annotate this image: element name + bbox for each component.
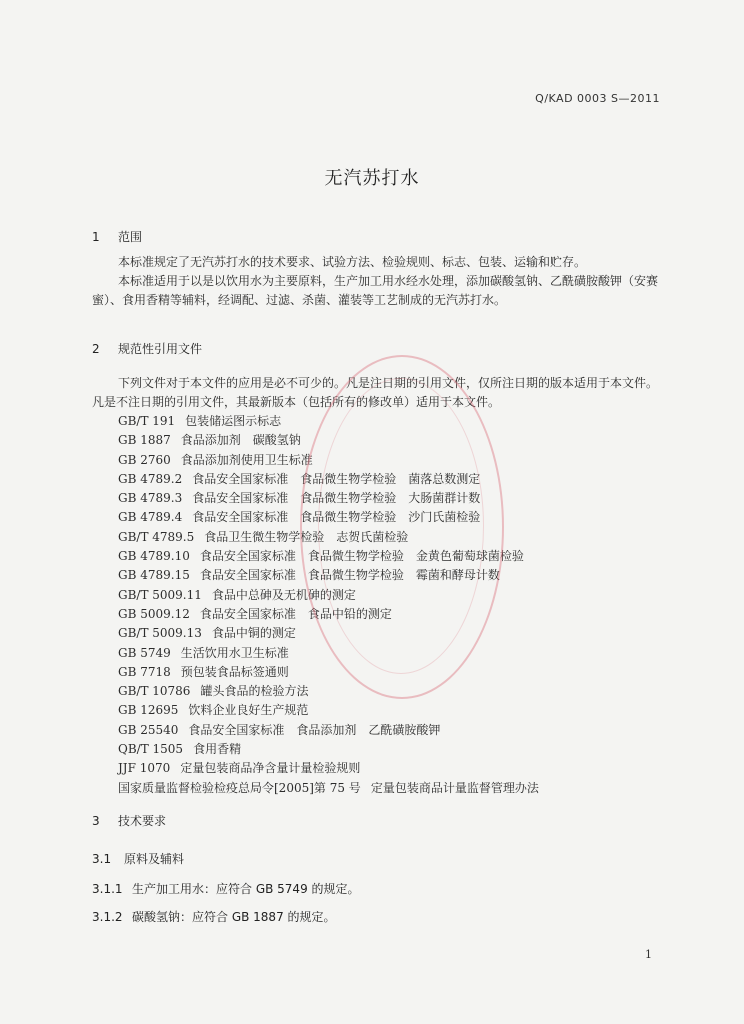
scope-paragraph-1: 本标准规定了无汽苏打水的技术要求、试验方法、检验规则、标志、包装、运输和贮存。 <box>118 255 587 269</box>
reference-code: GB 7718 <box>118 664 171 679</box>
reference-title: 食品安全国家标准 食品微生物学检验 菌落总数测定 <box>192 471 481 486</box>
subsection-title: 原料及辅料 <box>124 852 185 866</box>
reference-item <box>118 721 539 740</box>
section-heading-scope <box>92 228 142 245</box>
reference-title: 罐头食品的检验方法 <box>200 684 309 699</box>
reference-item <box>118 470 539 489</box>
reference-code: GB 4789.3 <box>118 491 183 506</box>
reference-title: 定量包装商品计量监督管理办法 <box>370 780 539 795</box>
subsection-heading <box>92 850 184 867</box>
reference-code: GB/T 5009.13 <box>118 626 202 641</box>
reference-list <box>118 412 539 798</box>
reference-code: GB 4789.2 <box>118 471 183 486</box>
reference-title: 食品安全国家标准 食品微生物学检验 沙门氏菌检验 <box>192 510 481 525</box>
section-heading-technical <box>92 812 166 829</box>
section-number: 2 <box>92 342 100 356</box>
reference-item <box>118 508 539 527</box>
section-number: 3 <box>92 814 100 828</box>
section-number: 1 <box>92 230 100 244</box>
reference-title: 食品安全国家标准 食品微生物学检验 大肠菌群计数 <box>192 491 481 506</box>
reference-title: 定量包装商品净含量计量检验规则 <box>180 761 361 776</box>
reference-item <box>118 566 539 585</box>
reference-item <box>118 451 539 470</box>
reference-item <box>118 759 539 778</box>
section-title: 规范性引用文件 <box>118 342 203 356</box>
reference-code: GB 12695 <box>118 703 179 718</box>
document-title: 无汽苏打水 <box>324 168 420 189</box>
clause-number: 3.1.2 <box>92 910 123 924</box>
normative-intro: 下列文件对于本文件的应用是必不可少的。凡是注日期的引用文件，仅所注日期的版本适用于本文件。凡是不注日期的引用文件，其最新版本（包括所有的修改单）适用于本文件。 <box>92 376 659 409</box>
reference-code: GB 4789.15 <box>118 568 190 583</box>
clause-item <box>92 908 336 925</box>
clause-number: 3.1.1 <box>92 882 123 896</box>
reference-code: GB 2760 <box>118 452 171 467</box>
reference-item <box>118 605 539 624</box>
reference-code: GB/T 5009.11 <box>118 587 202 602</box>
reference-title: 食品安全国家标准 食品中铅的测定 <box>199 606 392 621</box>
reference-title: 食品安全国家标准 食品添加剂 乙酰磺胺酸钾 <box>188 722 441 737</box>
document-code: Q/KAD 0003 S—2011 <box>535 92 660 105</box>
reference-code: GB 4789.10 <box>118 549 190 564</box>
reference-code: GB 25540 <box>118 722 179 737</box>
reference-title: 食品安全国家标准 食品微生物学检验 金黄色葡萄球菌检验 <box>199 549 524 564</box>
section-title: 技术要求 <box>118 814 167 828</box>
reference-code: QB/T 1505 <box>118 742 184 757</box>
reference-title: 包装储运图示标志 <box>185 414 282 428</box>
clause-text: 生产加工用水：应符合 GB 5749 的规定。 <box>132 882 360 896</box>
reference-title: 食品中总砷及无机砷的测定 <box>211 587 356 602</box>
reference-item <box>118 528 539 547</box>
reference-title: 食品卫生微生物学检验 志贺氏菌检验 <box>204 529 409 544</box>
reference-code: 国家质量监督检验检疫总局令[2005]第 75 号 <box>118 780 361 795</box>
section-title: 范围 <box>118 230 143 244</box>
reference-item <box>118 740 539 759</box>
section-heading-normative <box>92 340 202 357</box>
reference-code: GB 4789.4 <box>118 510 183 525</box>
page-number: 1 <box>645 948 652 961</box>
reference-title: 饮料企业良好生产规范 <box>188 703 309 718</box>
reference-item <box>118 489 539 508</box>
reference-item <box>118 663 539 682</box>
reference-item <box>118 431 539 450</box>
reference-item <box>118 644 539 663</box>
reference-item <box>118 412 539 431</box>
reference-code: GB 1887 <box>118 433 171 448</box>
clause-text: 碳酸氢钠：应符合 GB 1887 的规定。 <box>132 910 336 924</box>
reference-item <box>118 682 539 701</box>
clause-item <box>92 880 360 897</box>
reference-title: 食品添加剂 碳酸氢钠 <box>180 433 301 448</box>
scope-paragraph-2: 本标准适用于以是以饮用水为主要原料，生产加工用水经水处理，添加碳酸氢钠、乙酰磺胺酸钾（安赛蜜）、食用香精等辅料，经调配、过滤、杀菌、灌装等工艺制成的无汽苏打水。 <box>92 274 659 307</box>
reference-code: GB 5009.12 <box>118 606 190 621</box>
reference-code: GB/T 10786 <box>118 684 191 699</box>
reference-title: 预包装食品标签通则 <box>180 664 289 679</box>
reference-item <box>118 779 539 798</box>
reference-code: GB/T 4789.5 <box>118 529 195 544</box>
reference-item <box>118 624 539 643</box>
reference-title: 生活饮用水卫生标准 <box>180 645 289 660</box>
reference-title: 食用香精 <box>193 742 242 757</box>
reference-title: 食品中铜的测定 <box>211 626 296 641</box>
reference-title: 食品安全国家标准 食品微生物学检验 霉菌和酵母计数 <box>199 568 500 583</box>
reference-title: 食品添加剂使用卫生标准 <box>180 452 313 467</box>
reference-code: GB/T 191 <box>118 414 176 428</box>
reference-item <box>118 701 539 720</box>
reference-code: JJF 1070 <box>118 761 171 776</box>
reference-item <box>118 586 539 605</box>
reference-item <box>118 547 539 566</box>
reference-code: GB 5749 <box>118 645 171 660</box>
subsection-number: 3.1 <box>92 852 112 866</box>
